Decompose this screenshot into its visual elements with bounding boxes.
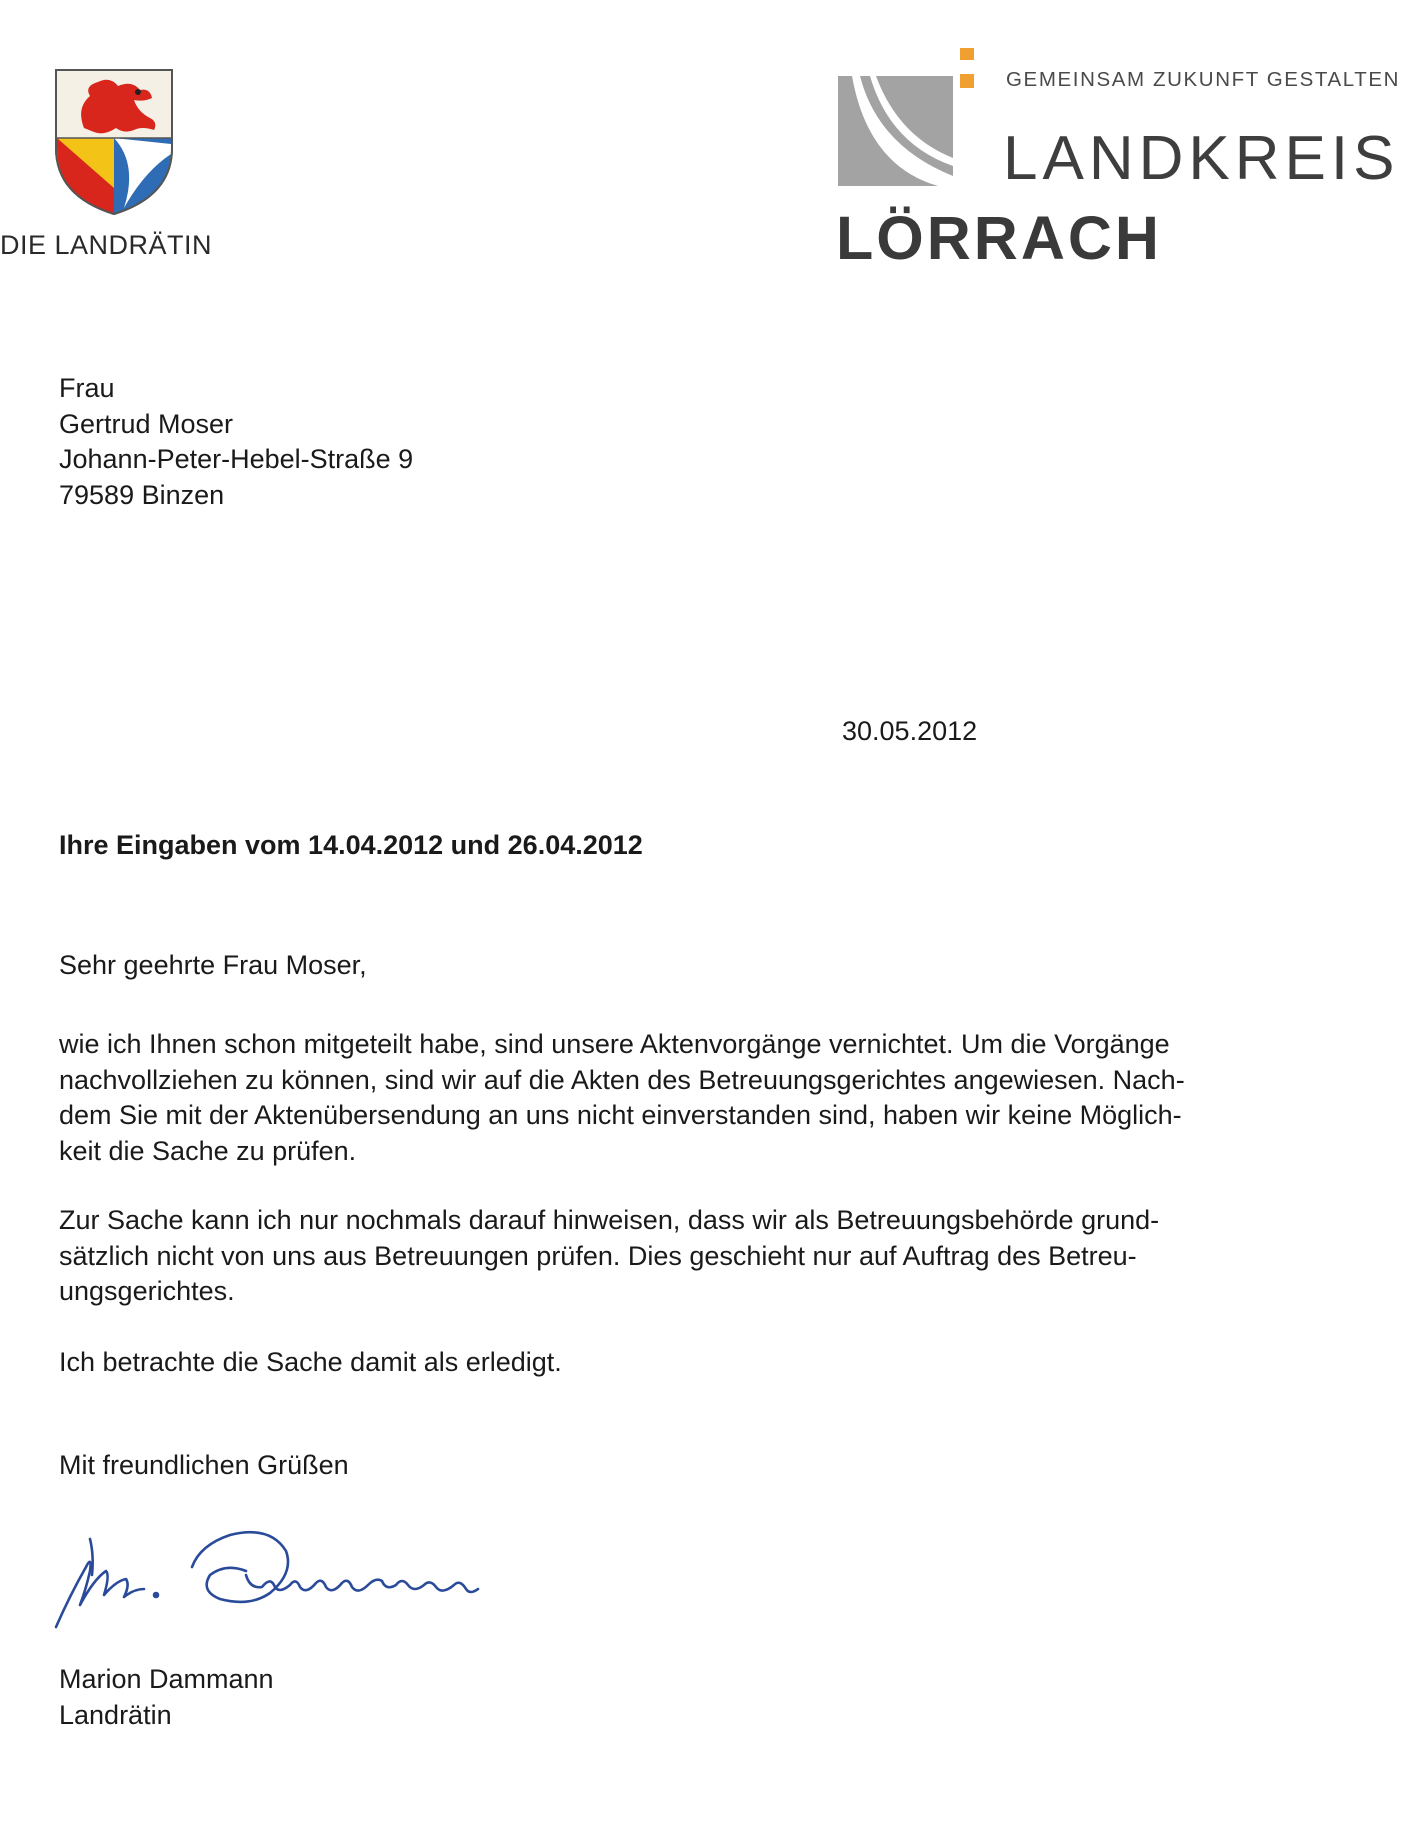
handwritten-signature [50, 1515, 550, 1635]
logo-text-landkreis: LANDKREIS [1003, 124, 1400, 193]
letter-date: 30.05.2012 [842, 716, 978, 746]
signer-title: Landrätin [59, 1699, 172, 1730]
body-line: dem Sie mit der Aktenübersendung an uns nicht einverstanden sind, haben wir keine Möglich- [59, 1100, 1182, 1130]
landkreis-logo-mark [838, 46, 978, 186]
closing: Mit freundlichen Grüßen [59, 1450, 349, 1480]
sender-title: DIE LANDRÄTIN [0, 230, 213, 260]
signer-block [59, 1662, 274, 1733]
address-line: Johann-Peter-Hebel-Straße 9 [59, 444, 414, 474]
body-paragraph-1 [59, 1027, 1379, 1169]
signer-name: Marion Dammann [59, 1664, 274, 1694]
address-line: Frau [59, 373, 115, 403]
body-paragraph-3 [59, 1345, 1379, 1381]
body-line: wie ich Ihnen schon mitgeteilt habe, sind unsere Aktenvorgänge vernichtet. Um die Vorgänge [59, 1029, 1170, 1059]
salutation: Sehr geehrte Frau Moser, [59, 950, 367, 980]
address-line: 79589 Binzen [59, 479, 225, 510]
body-line: Ich betrachte die Sache damit als erledigt. [59, 1347, 562, 1377]
body-line: keit die Sache zu prüfen. [59, 1135, 357, 1166]
body-line: ungsgerichtes. [59, 1276, 235, 1306]
body-paragraph-2 [59, 1203, 1379, 1310]
body-line: nachvollziehen zu können, sind wir auf die Akten des Betreuungsgerichtes angewiesen. Nach- [59, 1064, 1185, 1095]
logo-text-loerrach: LÖRRACH [836, 204, 1162, 272]
body-line: Zur Sache kann ich nur nochmals darauf hinweisen, dass wir als Betreuungsbehörde grund- [59, 1205, 1160, 1235]
coat-of-arms-logo [54, 68, 174, 216]
body-line: sätzlich nicht von uns aus Betreuungen prüfen. Dies geschieht nur auf Auftrag des Betreu- [59, 1240, 1137, 1271]
letter-subject: Ihre Eingaben vom 14.04.2012 und 26.04.2012 [59, 830, 643, 860]
address-line: Gertrud Moser [59, 408, 234, 439]
slogan: GEMEINSAM ZUKUNFT GESTALTEN [1006, 68, 1401, 91]
recipient-address [59, 371, 413, 513]
